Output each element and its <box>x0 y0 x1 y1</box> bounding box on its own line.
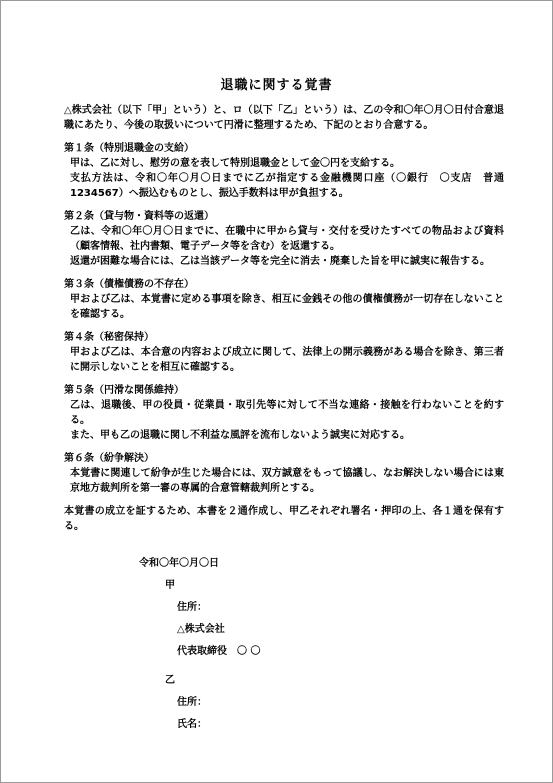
article-5-line-2: また、甲も乙の退職に関し不利益な風評を流布しないよう誠実に対応する。 <box>70 430 410 441</box>
article-4 <box>64 330 504 375</box>
article-3-title: 第３条（債権債務の不存在） <box>64 279 194 290</box>
article-1-title: 第１条（特別退職金の支給） <box>64 143 194 154</box>
party-a-address-label: 住所： <box>177 602 207 613</box>
article-4-title: 第４条（秘密保持） <box>64 332 154 343</box>
article-4-line-1: 甲および乙は、本合意の内容および成立に関して、法律上の開示義務がある場合を除き、第三者に開示しないことを相互に確認する。 <box>70 347 504 373</box>
document-title: 退職に関する覚書 <box>220 78 333 93</box>
article-3 <box>64 277 504 322</box>
article-6 <box>64 451 504 496</box>
article-6-title: 第６条（紛争解決） <box>64 453 154 464</box>
party-b-address-label: 住所： <box>177 697 207 708</box>
article-1 <box>64 141 508 201</box>
signature-date: 令和〇年〇月〇日 <box>139 558 219 569</box>
article-5-title: 第５条（円滑な関係維持） <box>64 385 184 396</box>
article-1-line-2: 支払方法は、令和〇年〇月〇日までに乙が指定する金融機関口座（〇銀行 〇支店 普通 1234567）へ振込むものとし、振込手数料は甲が負担する。 <box>70 173 508 199</box>
article-2-line-2: 返還が困難な場合には、乙は当該データ等を完全に消去・廃棄した旨を甲に誠実に報告する。 <box>70 256 490 267</box>
party-b-label: 乙 <box>165 675 175 686</box>
article-5 <box>64 383 504 443</box>
intro-paragraph: △株式会社（以下「甲」という）と、ロ（以下「乙」という）は、乙の令和〇年〇月〇日付合意退職にあたり、今後の取扱いについて円滑に整理するため、下記のとおり合意する。 <box>64 105 504 131</box>
party-a-company: △株式会社 <box>177 624 225 635</box>
article-2-line-1: 乙は、令和〇年〇月〇日までに、在職中に甲から貸与・交付を受けたすべての物品および資料（顧客情報、社内書類、電子データ等を含む）を返還する。 <box>70 226 504 252</box>
document-body <box>64 103 508 534</box>
article-6-line-1: 本覚書に関連して紛争が生じた場合には、双方誠意をもって協議し、なお解決しない場合には東京地方裁判所を第一審の専属的合意管轄裁判所とする。 <box>70 468 504 494</box>
article-2-title: 第２条（貸与物・資料等の返還） <box>64 211 214 222</box>
article-5-line-1: 乙は、退職後、甲の役員・従業員・取引先等に対して不当な連絡・接触を行わないことを約する。 <box>70 400 504 426</box>
party-a-representative: 代表取締役 〇 〇 <box>177 646 261 657</box>
closing-paragraph: 本覚書の成立を証するため、本書を２通作成し、甲乙それぞれ署名・押印の上、各１通を保有する。 <box>64 506 504 532</box>
party-b-name-label: 氏名： <box>177 719 207 730</box>
party-a-label: 甲 <box>165 580 175 591</box>
article-3-line-1: 甲および乙は、本覚書に定める事項を除き、相互に金銭その他の債権債務が一切存在しないことを確認する。 <box>70 294 504 320</box>
article-2 <box>64 209 504 269</box>
article-1-line-1: 甲は、乙に対し、慰労の意を表して特別退職金として金〇円を支給する。 <box>70 158 400 169</box>
